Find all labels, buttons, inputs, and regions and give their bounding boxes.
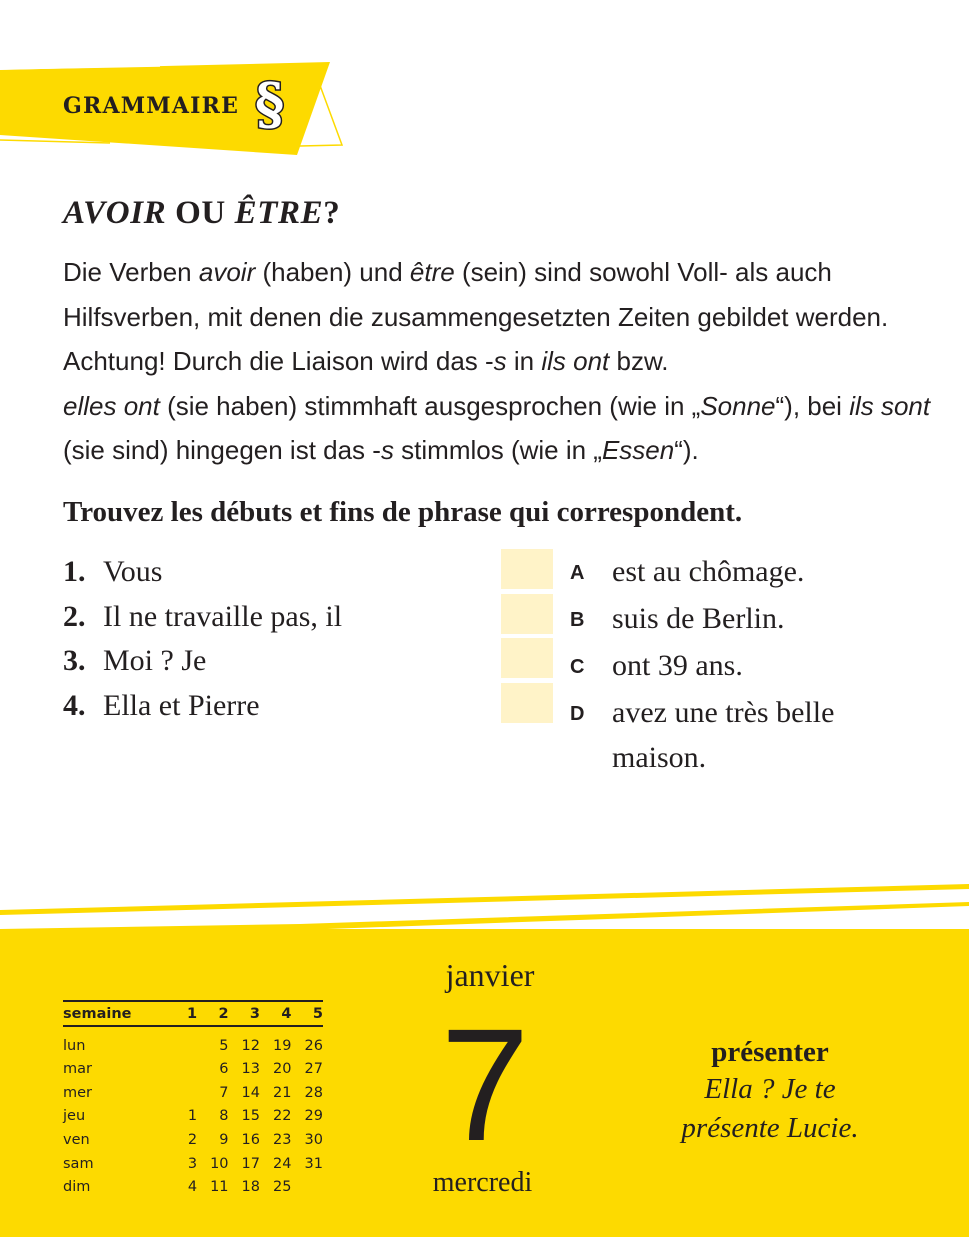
- page-title: AVOIR OU ÊTRE?: [63, 195, 341, 231]
- table-row: ven 2 9 16 23 30: [63, 1131, 323, 1148]
- table-row: sam 3 10 17 24 31: [63, 1155, 323, 1172]
- list-item: C ont 39 ans.: [570, 649, 743, 682]
- sentence-endings: [570, 550, 902, 780]
- section-sign-icon: §: [255, 71, 285, 137]
- answer-box-4[interactable]: [501, 683, 553, 723]
- section-label: GRAMMAIRE: [63, 93, 240, 119]
- answer-box-2[interactable]: [501, 594, 553, 634]
- calendar-header-row: semaine 1 2 3 4 5: [63, 1001, 323, 1026]
- answer-box-1[interactable]: [501, 549, 553, 589]
- list-item: 2. Il ne travaille pas, il: [63, 599, 343, 633]
- table-row: lun 5 12 19 26: [63, 1038, 323, 1054]
- example-sentence-line-1: Ella ? Je te: [704, 1073, 836, 1105]
- list-item: B suis de Berlin.: [570, 602, 785, 635]
- answer-box-3[interactable]: [501, 638, 553, 678]
- table-row: mar 6 13 20 27: [63, 1060, 323, 1077]
- table-row: jeu 1 8 15 22 29: [63, 1108, 323, 1125]
- month-calendar: [63, 1000, 323, 1199]
- explanation-paragraph: Die Verben avoir (haben) und être (sein) sind sowohl Voll- als auch Hilfsverben, mit denen die zusammengesetzten Zeiten gebildet werden. Achtung! Durch die Liaison wird das -s in ils ont bzw. elles ont (sie haben) stimmhaft ausgesprochen (wie in „Sonne“), bei ils sont (sie sind) hingegen ist das -s stimmlos (wie in „Essen“).: [63, 257, 931, 465]
- list-item: 3. Moi ? Je: [63, 644, 207, 678]
- footer-stripes: [0, 875, 969, 935]
- weekday-label: mercredi: [432, 1167, 533, 1198]
- table-row: mer 7 14 21 28: [63, 1084, 323, 1101]
- month-label: janvier: [445, 957, 535, 993]
- answer-boxes: [501, 549, 553, 728]
- sentence-beginnings: [63, 550, 342, 729]
- example-sentence-line-2: présente Lucie.: [681, 1112, 859, 1144]
- list-item: 4. Ella et Pierre: [63, 689, 260, 723]
- exercise-instruction: Trouvez les débuts et fins de phrase qui correspondent.: [63, 496, 743, 528]
- table-row: dim 4 11 18 25: [63, 1179, 292, 1196]
- list-item: A est au chômage.: [570, 555, 805, 588]
- list-item: D avez une très belle maison.: [570, 696, 835, 774]
- word-of-day: [640, 1034, 900, 1148]
- list-item: 1. Vous: [63, 555, 163, 588]
- day-number: 7: [440, 995, 530, 1174]
- vocab-word: présenter: [711, 1036, 829, 1068]
